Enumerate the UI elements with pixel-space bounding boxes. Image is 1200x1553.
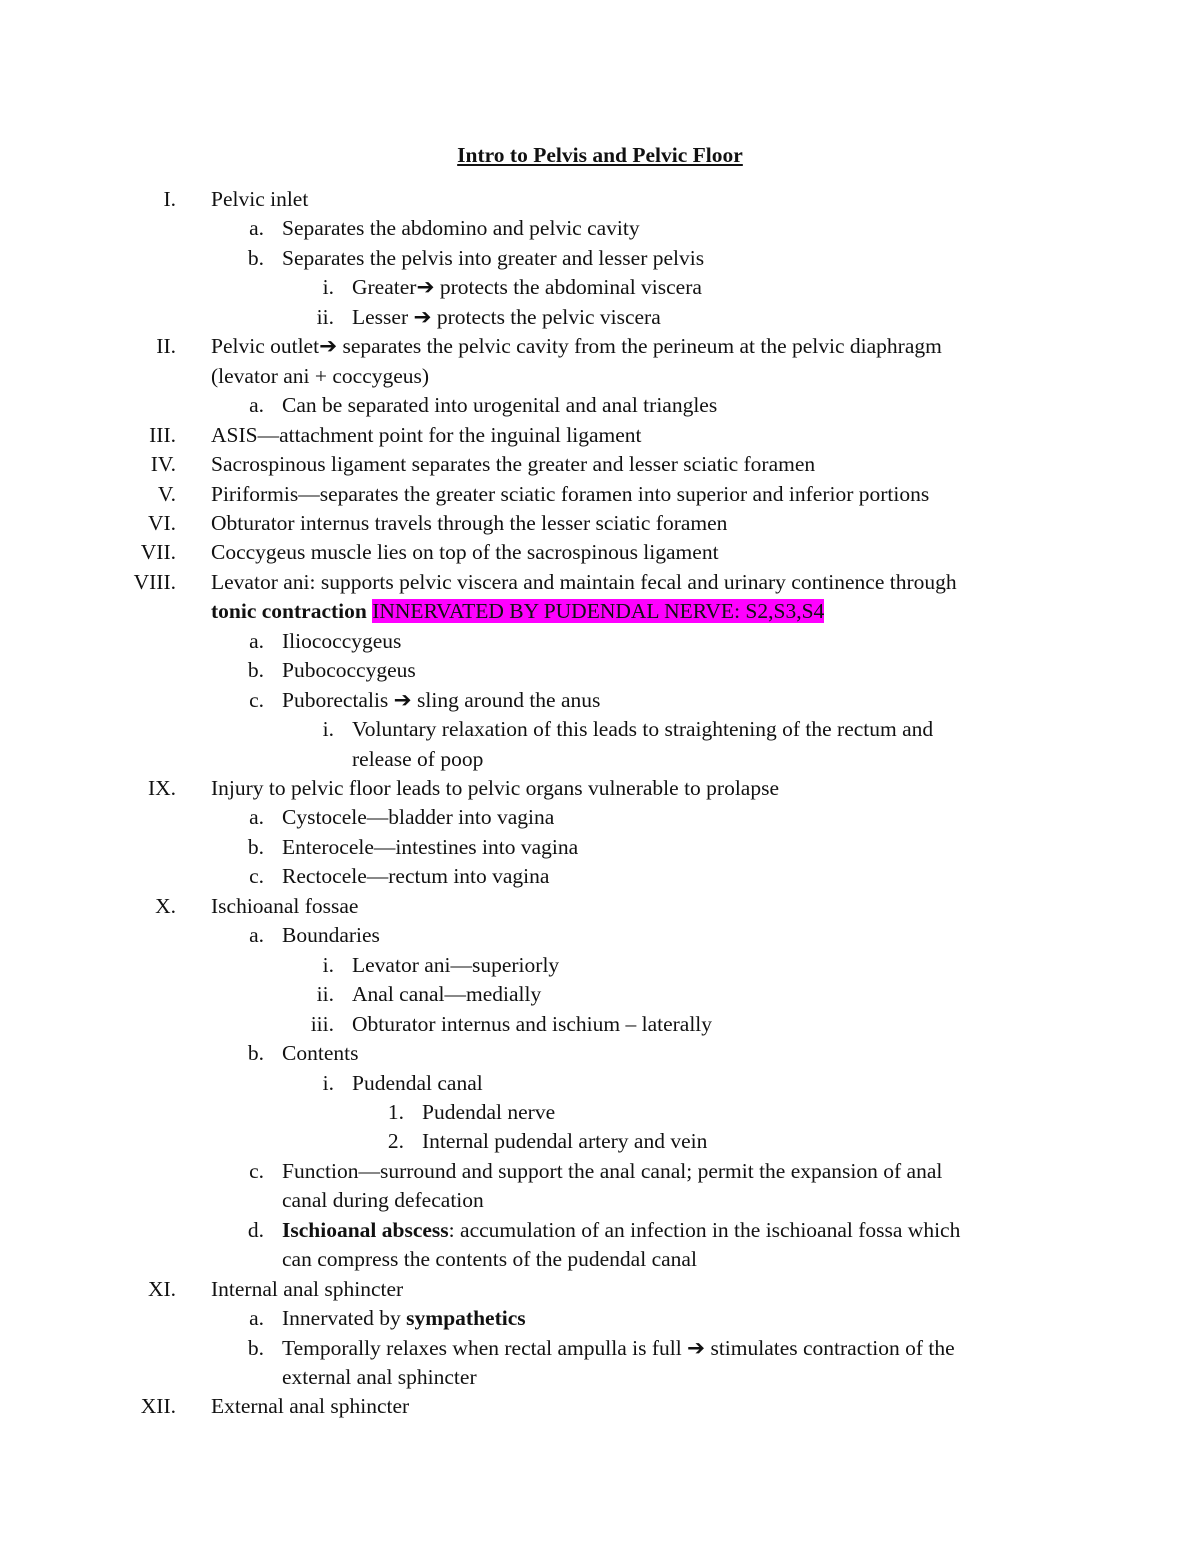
- text-run: Pudendal nerve: [422, 1099, 556, 1124]
- outline-text: [352, 951, 559, 980]
- outline-marker: i.: [322, 952, 334, 977]
- bold-text: Ischioanal abscess: [282, 1217, 449, 1242]
- outline-text: [211, 332, 942, 361]
- outline-text: [282, 1039, 358, 1068]
- text-run: Innervated by: [282, 1306, 407, 1331]
- outline-text: [211, 774, 779, 803]
- outline-marker: VII.: [140, 540, 176, 565]
- outline-text: [211, 1392, 409, 1421]
- outline-marker: IX.: [147, 776, 176, 800]
- text-run: Voluntary relaxation of this leads to straightening of the rectum and: [352, 717, 934, 742]
- outline-text: [282, 921, 380, 950]
- outline-text: [282, 833, 578, 862]
- outline-marker: III.: [149, 422, 176, 447]
- text-run: Obturator internus and ischium – laterally: [352, 1011, 713, 1036]
- outline-text: [282, 656, 416, 685]
- text-run: Function—surround and support the anal canal; permit the expansion of anal: [282, 1158, 943, 1183]
- outline-text: [211, 568, 957, 597]
- outline-marker: a.: [249, 923, 264, 948]
- text-run: release of poop: [352, 746, 484, 771]
- outline-marker: c.: [249, 1158, 264, 1183]
- text-run: (levator ani + coccygeus): [211, 363, 430, 388]
- outline-marker: b.: [247, 1335, 264, 1360]
- outline-text: [352, 303, 661, 332]
- text-run: Separates the abdomino and pelvic cavity: [282, 216, 640, 241]
- outline-text: [211, 480, 929, 509]
- outline-marker: 1.: [387, 1099, 404, 1124]
- text-run: External anal sphincter: [211, 1394, 410, 1419]
- text-run: Lesser ➔ protects the pelvic viscera: [352, 304, 661, 329]
- outline-text: [352, 1069, 483, 1098]
- outline-text: [352, 745, 483, 774]
- text-run: Piriformis—separates the greater sciatic foramen into superior and inferior portions: [211, 481, 930, 506]
- text-run: Greater➔ protects the abdominal viscera: [352, 275, 702, 300]
- outline-text: [352, 980, 541, 1009]
- text-run: Contents: [282, 1041, 359, 1066]
- outline-marker: i.: [322, 717, 334, 742]
- outline-marker: ii.: [316, 982, 334, 1007]
- text-run: Temporally relaxes when rectal ampulla is full ➔ stimulates contraction of the: [282, 1335, 955, 1360]
- outline-marker: ii.: [316, 304, 334, 329]
- outline-text: [282, 244, 704, 273]
- text-run: external anal sphincter: [282, 1365, 477, 1389]
- text-run: Pubococcygeus: [282, 658, 416, 683]
- outline-text: [211, 597, 824, 626]
- outline-marker: a.: [249, 393, 264, 418]
- outline-text: [422, 1127, 707, 1156]
- bold-text: sympathetics: [406, 1306, 526, 1331]
- outline-text: [282, 803, 554, 832]
- outline-marker: X.: [155, 893, 176, 918]
- outline-text: [211, 185, 308, 214]
- outline-text: [352, 1010, 712, 1039]
- outline-marker: V.: [157, 481, 176, 506]
- outline-marker: I.: [163, 187, 176, 211]
- text-run: Cystocele—bladder into vagina: [282, 805, 555, 830]
- outline-text: [211, 892, 358, 921]
- outline-text: [282, 1304, 526, 1333]
- page-title: Intro to Pelvis and Pelvic Floor: [457, 143, 743, 167]
- bold-text: tonic contraction: [211, 599, 367, 624]
- outline-marker: iii.: [310, 1011, 334, 1036]
- outline-marker: b.: [247, 1041, 264, 1066]
- outline-marker: a.: [249, 216, 264, 241]
- outline-marker: VI.: [147, 510, 176, 535]
- text-run: Puborectalis ➔ sling around the anus: [282, 687, 601, 712]
- outline-marker: a.: [249, 805, 264, 830]
- outline-text: [282, 1186, 484, 1215]
- text-run: Levator ani: supports pelvic viscera and maintain fecal and urinary continence through: [211, 569, 957, 594]
- outline-text: [422, 1098, 555, 1127]
- outline-marker: d.: [247, 1217, 264, 1242]
- outline-marker: c.: [249, 687, 264, 712]
- text-run: Internal anal sphincter: [211, 1276, 404, 1301]
- outline-marker: IV.: [150, 452, 176, 477]
- text-run: canal during defecation: [282, 1188, 484, 1213]
- text-run: Anal canal—medially: [352, 982, 542, 1007]
- outline-text: [211, 362, 429, 391]
- highlighted-text: INNERVATED BY PUDENDAL NERVE: S2,S3,S4: [372, 599, 825, 624]
- outline-text: [211, 1275, 403, 1304]
- outline-text: [282, 214, 640, 243]
- text-run: Pudendal canal: [352, 1070, 483, 1095]
- text-run: Ischioanal fossae: [211, 893, 359, 918]
- outline-text: [352, 715, 933, 744]
- text-run: Pelvic outlet➔ separates the pelvic cavity from the perineum at the pelvic diaphragm: [211, 334, 942, 359]
- text-run: Can be separated into urogenital and anal triangles: [282, 393, 718, 418]
- outline-text: [282, 686, 600, 715]
- text-run: Internal pudendal artery and vein: [422, 1129, 708, 1154]
- text-run: Levator ani—superiorly: [352, 952, 560, 977]
- outline-text: [211, 421, 642, 450]
- text-run: Obturator internus travels through the lesser sciatic foramen: [211, 510, 728, 535]
- outline-marker: i.: [322, 275, 334, 300]
- outline-marker: II.: [156, 334, 176, 359]
- outline-marker: a.: [249, 628, 264, 653]
- outline-text: [282, 1157, 942, 1186]
- outline-marker: a.: [249, 1306, 264, 1331]
- text-run: ASIS—attachment point for the inguinal ligament: [211, 422, 642, 447]
- outline-text: [282, 1245, 697, 1274]
- text-run: Iliococcygeus: [282, 628, 402, 653]
- outline-marker: 2.: [387, 1129, 404, 1154]
- outline-text: [282, 1363, 477, 1392]
- outline-text: [282, 627, 401, 656]
- text-run: Separates the pelvis into greater and lesser pelvis: [282, 245, 705, 270]
- outline-marker: VIII.: [133, 569, 176, 594]
- outline-text: [352, 273, 702, 302]
- text-run: Enterocele—intestines into vagina: [282, 834, 579, 859]
- outline-text: [282, 391, 717, 420]
- outline-marker: c.: [249, 864, 264, 889]
- text-run: can compress the contents of the pudendal canal: [282, 1247, 697, 1272]
- outline-text: [282, 1334, 955, 1363]
- outline-text: [211, 509, 727, 538]
- text-run: Sacrospinous ligament separates the greater and lesser sciatic foramen: [211, 452, 816, 477]
- text-run: Injury to pelvic floor leads to pelvic organs vulnerable to prolapse: [211, 776, 779, 800]
- outline-marker: b.: [247, 658, 264, 683]
- outline-text: [211, 538, 719, 567]
- outline-text: [282, 1216, 960, 1245]
- text-run: : accumulation of an infection in the ischioanal fossa which: [448, 1217, 961, 1242]
- outline-marker: i.: [322, 1070, 334, 1095]
- outline-marker: XI.: [147, 1276, 176, 1301]
- outline-text: [211, 450, 815, 479]
- outline-text: [282, 862, 549, 891]
- text-run: Coccygeus muscle lies on top of the sacrospinous ligament: [211, 540, 719, 565]
- text-run: Boundaries: [282, 923, 380, 948]
- outline-marker: b.: [247, 834, 264, 859]
- outline-marker: b.: [247, 245, 264, 270]
- text-run: Rectocele—rectum into vagina: [282, 864, 550, 889]
- text-run: Pelvic inlet: [211, 187, 309, 211]
- outline-marker: XII.: [140, 1394, 176, 1419]
